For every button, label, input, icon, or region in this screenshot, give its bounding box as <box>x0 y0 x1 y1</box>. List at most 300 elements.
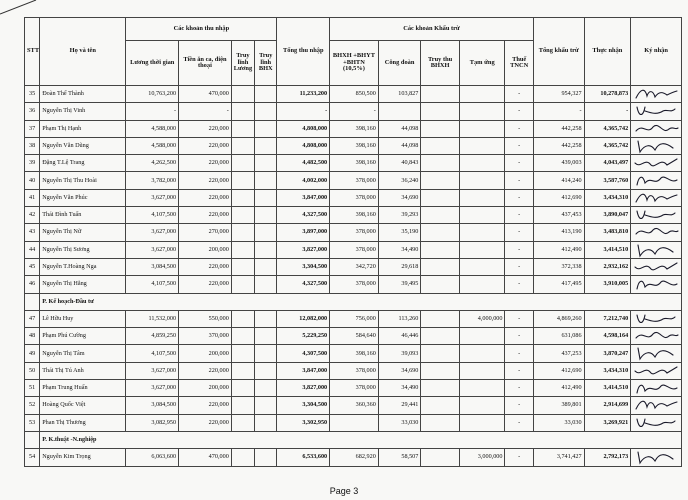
row-retro-bhx <box>255 137 277 154</box>
row-advance <box>459 258 505 275</box>
row-retro-social <box>421 328 460 345</box>
row-salary: 3,627,000 <box>126 224 179 241</box>
row-union: 29,618 <box>378 258 421 275</box>
row-total-income: 4,327,500 <box>277 276 330 293</box>
row-meal: 220,000 <box>179 189 232 206</box>
row-advance <box>459 189 505 206</box>
row-insurance: 398,160 <box>330 120 379 137</box>
table-row <box>25 328 682 345</box>
row-insurance <box>330 414 379 431</box>
row-retro-salary <box>231 258 254 275</box>
row-advance <box>459 276 505 293</box>
row-retro-bhx <box>255 310 277 327</box>
row-advance <box>459 345 505 362</box>
row-union: 58,507 <box>378 449 421 466</box>
row-retro-salary <box>231 155 254 172</box>
handwritten-signature-icon <box>633 224 679 240</box>
row-retro-social <box>421 207 460 224</box>
row-advance: 3,000,000 <box>459 449 505 466</box>
row-retro-bhx <box>255 449 277 466</box>
row-tax: - <box>505 414 533 431</box>
row-retro-social <box>421 258 460 275</box>
row-stt: 39 <box>25 155 40 172</box>
row-name: Nguyễn Thị Thu Hoài <box>40 172 126 189</box>
row-retro-salary <box>231 120 254 137</box>
row-retro-salary <box>231 310 254 327</box>
row-signature <box>631 207 682 224</box>
row-net-pay: - <box>584 103 631 120</box>
row-retro-salary <box>231 172 254 189</box>
handwritten-signature-icon <box>633 155 679 171</box>
handwritten-signature-icon <box>633 397 679 413</box>
row-name: Nguyễn Thị Hằng <box>40 276 126 293</box>
handwritten-signature-icon <box>633 276 679 292</box>
row-advance <box>459 362 505 379</box>
row-total-income: 5,229,250 <box>277 328 330 345</box>
table-row <box>25 258 682 275</box>
row-signature <box>631 103 682 120</box>
group-row <box>25 293 682 310</box>
row-stt: 46 <box>25 276 40 293</box>
header-meal-phone: Tiền ăn ca, điện thoại <box>179 41 232 86</box>
row-signature <box>631 345 682 362</box>
table-row <box>25 241 682 258</box>
row-tax: - <box>505 345 533 362</box>
row-insurance: 756,000 <box>330 310 379 327</box>
row-advance <box>459 328 505 345</box>
row-meal: 220,000 <box>179 362 232 379</box>
row-total-income: 3,897,000 <box>277 224 330 241</box>
row-tax: - <box>505 362 533 379</box>
row-meal: 220,000 <box>179 120 232 137</box>
handwritten-signature-icon <box>633 363 679 379</box>
handwritten-signature-icon <box>633 86 679 102</box>
handwritten-signature-icon <box>633 328 679 344</box>
row-tax: - <box>505 449 533 466</box>
row-retro-bhx <box>255 380 277 397</box>
row-retro-social <box>421 345 460 362</box>
row-retro-bhx <box>255 207 277 224</box>
row-stt: 49 <box>25 345 40 362</box>
row-net-pay: 3,870,247 <box>584 345 631 362</box>
group-label: P. Kế hoạch-Đầu tư <box>40 293 682 310</box>
row-union: 46,446 <box>378 328 421 345</box>
row-insurance: 584,640 <box>330 328 379 345</box>
table-row <box>25 362 682 379</box>
row-signature <box>631 414 682 431</box>
row-retro-social <box>421 224 460 241</box>
row-total-deduction: 412,490 <box>533 241 584 258</box>
header-retro-social: Truy thu BHXH <box>421 41 460 86</box>
row-total-income: - <box>277 103 330 120</box>
row-salary: 3,084,500 <box>126 397 179 414</box>
row-stt: 54 <box>25 449 40 466</box>
row-salary: 4,588,000 <box>126 120 179 137</box>
header-deductions-group: Các khoản Khấu trừ <box>330 18 534 41</box>
row-stt: 35 <box>25 86 40 103</box>
row-total-deduction: 417,495 <box>533 276 584 293</box>
row-salary: 3,627,000 <box>126 189 179 206</box>
row-signature <box>631 276 682 293</box>
row-total-income: 3,304,500 <box>277 258 330 275</box>
row-retro-bhx <box>255 362 277 379</box>
header-net-pay: Thực nhận <box>584 18 631 86</box>
row-net-pay: 4,365,742 <box>584 120 631 137</box>
row-meal: - <box>179 103 232 120</box>
row-union: 35,190 <box>378 224 421 241</box>
handwritten-signature-icon <box>633 121 679 137</box>
row-advance <box>459 380 505 397</box>
row-advance <box>459 207 505 224</box>
row-advance <box>459 397 505 414</box>
row-stt: 45 <box>25 258 40 275</box>
row-total-deduction: 372,338 <box>533 258 584 275</box>
row-name: Nguyễn Thị Vinh <box>40 103 126 120</box>
row-stt: 50 <box>25 362 40 379</box>
row-advance <box>459 103 505 120</box>
row-tax: - <box>505 207 533 224</box>
header-total-deduction: Tổng khấu trừ <box>533 18 584 86</box>
table-row <box>25 380 682 397</box>
row-signature <box>631 362 682 379</box>
row-salary: 4,859,250 <box>126 328 179 345</box>
row-name: Phan Thị Thương <box>40 414 126 431</box>
handwritten-signature-icon <box>633 242 679 258</box>
row-net-pay: 7,212,740 <box>584 310 631 327</box>
row-meal: 200,000 <box>179 380 232 397</box>
table-row <box>25 310 682 327</box>
row-signature <box>631 310 682 327</box>
row-total-income: 3,304,500 <box>277 397 330 414</box>
row-retro-social <box>421 103 460 120</box>
row-meal: 470,000 <box>179 86 232 103</box>
table-row <box>25 345 682 362</box>
row-retro-salary <box>231 449 254 466</box>
row-union: 39,293 <box>378 207 421 224</box>
header-signature: Ký nhận <box>631 18 682 86</box>
row-signature <box>631 155 682 172</box>
row-retro-salary <box>231 103 254 120</box>
row-retro-bhx <box>255 345 277 362</box>
row-union: 29,441 <box>378 397 421 414</box>
row-advance <box>459 414 505 431</box>
row-salary: 4,107,500 <box>126 345 179 362</box>
row-meal: 220,000 <box>179 172 232 189</box>
row-meal: 200,000 <box>179 345 232 362</box>
row-total-deduction: 413,190 <box>533 224 584 241</box>
table-row <box>25 224 682 241</box>
row-advance <box>459 241 505 258</box>
row-retro-bhx <box>255 172 277 189</box>
row-union: 36,240 <box>378 172 421 189</box>
row-net-pay: 3,414,510 <box>584 380 631 397</box>
row-retro-salary <box>231 414 254 431</box>
row-tax: - <box>505 172 533 189</box>
row-stt: 41 <box>25 189 40 206</box>
row-name: Đặng T.Lệ Trang <box>40 155 126 172</box>
row-meal: 220,000 <box>179 207 232 224</box>
row-union: 44,098 <box>378 137 421 154</box>
header-salary-time: Lương thời gian <box>126 41 179 86</box>
row-meal: 220,000 <box>179 414 232 431</box>
row-total-income: 12,082,000 <box>277 310 330 327</box>
row-salary: 3,627,000 <box>126 241 179 258</box>
payroll-rows <box>25 86 682 467</box>
row-total-income: 4,307,500 <box>277 345 330 362</box>
row-signature <box>631 224 682 241</box>
row-retro-social <box>421 172 460 189</box>
row-signature <box>631 241 682 258</box>
row-retro-bhx <box>255 276 277 293</box>
group-row <box>25 431 682 448</box>
row-insurance: 398,160 <box>330 155 379 172</box>
row-name: Nguyễn Thị Tâm <box>40 345 126 362</box>
row-retro-bhx <box>255 258 277 275</box>
row-retro-bhx <box>255 189 277 206</box>
row-total-income: 6,533,600 <box>277 449 330 466</box>
row-name: Nguyễn Thị Nữ <box>40 224 126 241</box>
row-total-income: 3,827,000 <box>277 380 330 397</box>
row-retro-salary <box>231 207 254 224</box>
row-retro-bhx <box>255 328 277 345</box>
row-advance <box>459 120 505 137</box>
row-retro-social <box>421 310 460 327</box>
row-meal: 550,000 <box>179 310 232 327</box>
row-name: Lê Hữu Huy <box>40 310 126 327</box>
row-advance: 4,000,000 <box>459 310 505 327</box>
row-net-pay: 3,910,005 <box>584 276 631 293</box>
row-union: 40,843 <box>378 155 421 172</box>
row-name: Hoàng Quốc Việt <box>40 397 126 414</box>
row-tax: - <box>505 397 533 414</box>
row-retro-salary <box>231 189 254 206</box>
row-stt: 43 <box>25 224 40 241</box>
row-total-income: 3,302,950 <box>277 414 330 431</box>
row-retro-salary <box>231 328 254 345</box>
table-row <box>25 189 682 206</box>
row-retro-social <box>421 380 460 397</box>
row-total-income: 11,233,200 <box>277 86 330 103</box>
row-union: 34,690 <box>378 362 421 379</box>
header-total-income: Tổng thu nhập <box>277 18 330 86</box>
row-name: Đoàn Thế Thành <box>40 86 126 103</box>
table-row <box>25 103 682 120</box>
row-meal: 220,000 <box>179 155 232 172</box>
row-retro-social <box>421 241 460 258</box>
header-income-group: Các khoản thu nhập <box>126 18 277 41</box>
row-total-income: 4,808,000 <box>277 120 330 137</box>
row-meal: 200,000 <box>179 241 232 258</box>
page-number: Page 3 <box>329 486 359 496</box>
handwritten-signature-icon <box>633 380 679 396</box>
row-retro-social <box>421 86 460 103</box>
row-retro-salary <box>231 380 254 397</box>
header-retro-bhx: Truy lĩnh BHX <box>255 41 277 86</box>
row-salary: 3,782,000 <box>126 172 179 189</box>
table-row <box>25 276 682 293</box>
row-stt: 47 <box>25 310 40 327</box>
row-total-deduction: 389,801 <box>533 397 584 414</box>
row-total-deduction: 437,453 <box>533 207 584 224</box>
row-total-deduction: 442,258 <box>533 120 584 137</box>
row-net-pay: 2,792,173 <box>584 449 631 466</box>
row-union: 113,260 <box>378 310 421 327</box>
row-name: Phạm Phú Cường <box>40 328 126 345</box>
row-net-pay: 2,932,162 <box>584 258 631 275</box>
row-total-income: 4,327,500 <box>277 207 330 224</box>
row-total-income: 4,482,500 <box>277 155 330 172</box>
row-retro-salary <box>231 345 254 362</box>
row-net-pay: 2,914,699 <box>584 397 631 414</box>
header-stt: STT <box>25 18 40 86</box>
table-row <box>25 414 682 431</box>
row-meal: 220,000 <box>179 397 232 414</box>
row-retro-bhx <box>255 397 277 414</box>
row-total-income: 4,808,000 <box>277 137 330 154</box>
row-total-deduction: 412,490 <box>533 380 584 397</box>
row-retro-salary <box>231 137 254 154</box>
row-tax: - <box>505 380 533 397</box>
row-net-pay: 10,278,873 <box>584 86 631 103</box>
row-net-pay: 4,365,742 <box>584 137 631 154</box>
row-insurance: 378,000 <box>330 380 379 397</box>
handwritten-signature-icon <box>633 190 679 206</box>
row-retro-social <box>421 120 460 137</box>
row-stt: 52 <box>25 397 40 414</box>
row-retro-bhx <box>255 120 277 137</box>
row-name: Nguyễn Kim Trọng <box>40 449 126 466</box>
row-total-deduction: 631,086 <box>533 328 584 345</box>
row-name: Nguyễn Thị Sương <box>40 241 126 258</box>
row-signature <box>631 86 682 103</box>
row-stt: 36 <box>25 103 40 120</box>
handwritten-signature-icon <box>633 103 679 119</box>
handwritten-signature-icon <box>633 207 679 223</box>
row-retro-social <box>421 155 460 172</box>
row-name: Nguyễn Văn Dũng <box>40 137 126 154</box>
table-row <box>25 155 682 172</box>
row-stt: 51 <box>25 380 40 397</box>
table-row <box>25 172 682 189</box>
table-row <box>25 207 682 224</box>
row-name: Phạm Trung Huấn <box>40 380 126 397</box>
row-total-deduction: 4,869,260 <box>533 310 584 327</box>
row-union: 39,495 <box>378 276 421 293</box>
row-retro-bhx <box>255 224 277 241</box>
header-tax: Thuế TNCN <box>505 41 533 86</box>
row-retro-social <box>421 397 460 414</box>
row-name: Phạm Thị Hạnh <box>40 120 126 137</box>
row-retro-salary <box>231 397 254 414</box>
row-net-pay: 3,587,760 <box>584 172 631 189</box>
row-insurance: 378,000 <box>330 362 379 379</box>
row-net-pay: 3,269,921 <box>584 414 631 431</box>
header-retro-salary: Truy lĩnh Lương <box>231 41 254 86</box>
row-advance <box>459 155 505 172</box>
row-salary: 11,532,000 <box>126 310 179 327</box>
row-meal: 220,000 <box>179 276 232 293</box>
row-insurance: 378,000 <box>330 172 379 189</box>
row-net-pay: 3,890,047 <box>584 207 631 224</box>
row-insurance: 378,000 <box>330 241 379 258</box>
row-total-deduction: 412,690 <box>533 189 584 206</box>
row-tax: - <box>505 155 533 172</box>
row-meal: 370,000 <box>179 328 232 345</box>
handwritten-signature-icon <box>633 345 679 361</box>
row-total-deduction: 412,690 <box>533 362 584 379</box>
row-advance <box>459 137 505 154</box>
row-advance <box>459 86 505 103</box>
row-salary: 6,063,600 <box>126 449 179 466</box>
row-total-income: 3,847,000 <box>277 362 330 379</box>
row-retro-bhx <box>255 86 277 103</box>
row-signature <box>631 328 682 345</box>
row-net-pay: 3,414,510 <box>584 241 631 258</box>
row-insurance: 378,000 <box>330 276 379 293</box>
group-label: P. K.thuật -N.nghiệp <box>40 431 682 448</box>
handwritten-signature-icon <box>633 415 679 431</box>
row-union: 103,827 <box>378 86 421 103</box>
row-advance <box>459 172 505 189</box>
row-tax: - <box>505 137 533 154</box>
row-total-income: 3,847,000 <box>277 189 330 206</box>
handwritten-signature-icon <box>633 138 679 154</box>
row-retro-social <box>421 414 460 431</box>
row-net-pay: 4,598,164 <box>584 328 631 345</box>
row-advance <box>459 224 505 241</box>
row-union: 34,690 <box>378 189 421 206</box>
row-salary: 3,082,950 <box>126 414 179 431</box>
row-tax: - <box>505 241 533 258</box>
row-total-deduction: - <box>533 103 584 120</box>
row-total-deduction: 414,240 <box>533 172 584 189</box>
row-signature <box>631 137 682 154</box>
row-salary: 4,107,500 <box>126 276 179 293</box>
row-signature <box>631 172 682 189</box>
row-total-deduction: 439,003 <box>533 155 584 172</box>
row-name: Nguyễn T.Hoàng Nga <box>40 258 126 275</box>
row-insurance: 378,000 <box>330 189 379 206</box>
row-name: Nguyễn Văn Phúc <box>40 189 126 206</box>
row-insurance: 360,360 <box>330 397 379 414</box>
row-retro-bhx <box>255 103 277 120</box>
row-net-pay: 3,434,310 <box>584 362 631 379</box>
table-row <box>25 86 682 103</box>
row-signature <box>631 397 682 414</box>
row-salary: 4,262,500 <box>126 155 179 172</box>
row-name: Thái Đình Tuấn <box>40 207 126 224</box>
row-salary: 3,084,500 <box>126 258 179 275</box>
row-insurance: 342,720 <box>330 258 379 275</box>
table-row <box>25 120 682 137</box>
handwritten-signature-icon <box>633 449 679 465</box>
payroll-table <box>24 17 682 467</box>
row-tax: - <box>505 258 533 275</box>
header-name: Họ và tên <box>40 18 126 86</box>
row-stt: 38 <box>25 137 40 154</box>
row-tax: - <box>505 120 533 137</box>
row-total-deduction: 3,741,427 <box>533 449 584 466</box>
row-signature <box>631 380 682 397</box>
row-signature <box>631 120 682 137</box>
row-union: 34,490 <box>378 241 421 258</box>
row-total-deduction: 33,030 <box>533 414 584 431</box>
row-retro-bhx <box>255 414 277 431</box>
row-retro-salary <box>231 276 254 293</box>
row-retro-bhx <box>255 241 277 258</box>
row-net-pay: 4,043,497 <box>584 155 631 172</box>
header-insurance: BHXH +BHYT +BHTN (10,5%) <box>330 41 379 86</box>
